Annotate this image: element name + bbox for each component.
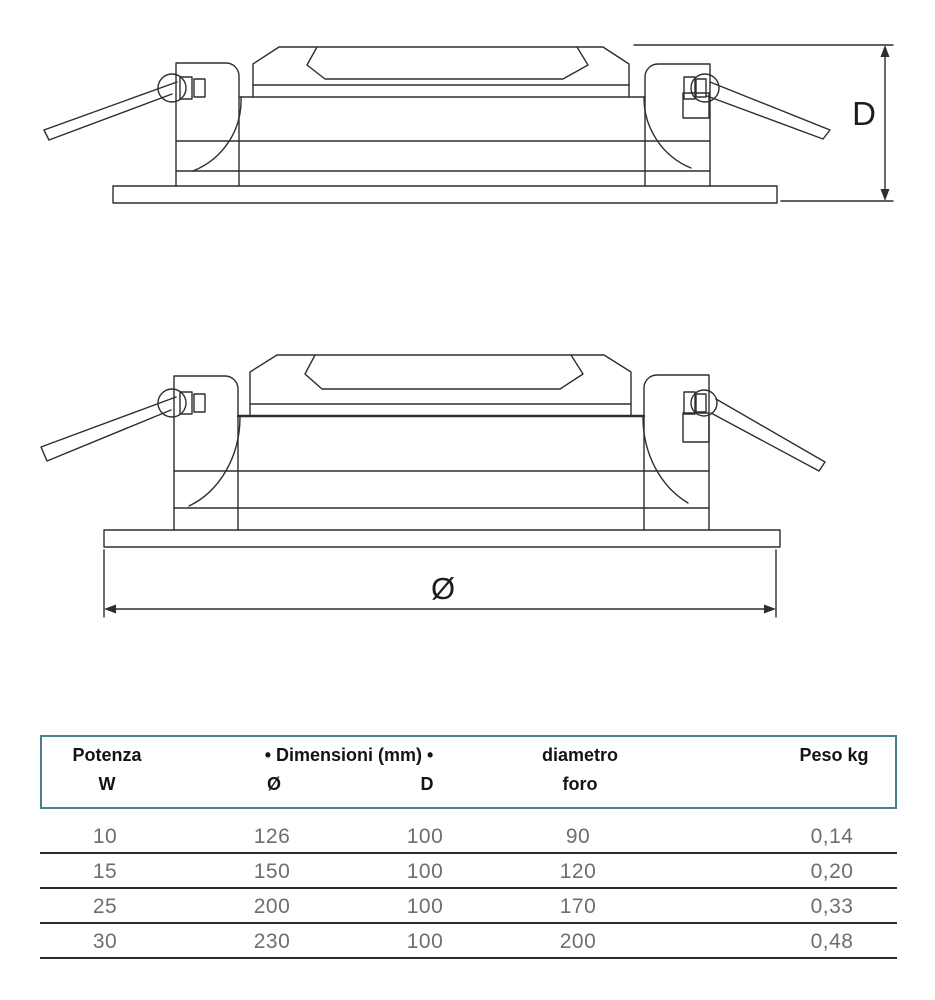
- table-row: [40, 856, 897, 888]
- left-clip-latch: [194, 79, 205, 97]
- left-arc: [193, 97, 241, 171]
- right-bracket: [644, 375, 709, 530]
- cell-power: 15: [92, 860, 118, 883]
- left-bracket: [174, 376, 238, 530]
- row-divider: [40, 957, 897, 959]
- cell-hole: 170: [559, 895, 597, 918]
- fixture-side-view-top: [44, 47, 830, 203]
- diameter-dimension-label: Ø: [430, 571, 456, 606]
- cell-power: 30: [92, 930, 118, 953]
- spec-table-header: [40, 735, 897, 809]
- cell-diameter: 200: [253, 895, 291, 918]
- depth-dimension-label: D: [852, 95, 876, 132]
- arrowhead-down-icon: [881, 189, 890, 201]
- header-weight: Peso kg: [799, 745, 869, 765]
- table-row: [40, 821, 897, 853]
- left-bracket: [176, 63, 239, 186]
- housing-panel: [305, 355, 583, 389]
- cell-depth: 100: [406, 895, 444, 918]
- cell-hole: 120: [559, 860, 597, 883]
- cell-weight: 0,14: [810, 825, 854, 848]
- arrowhead-right-icon: [764, 605, 776, 614]
- right-clip-arm: [707, 82, 830, 139]
- right-clip-arm: [711, 399, 825, 471]
- spec-table: [40, 735, 897, 965]
- fixture-side-view-bottom: [41, 355, 825, 547]
- left-clip-arm: [41, 397, 176, 461]
- cell-hole: 200: [559, 930, 597, 953]
- cell-weight: 0,20: [810, 860, 854, 883]
- housing-panel: [307, 47, 588, 79]
- right-arc: [644, 97, 691, 168]
- cell-depth: 100: [406, 825, 444, 848]
- cell-depth: 100: [406, 930, 444, 953]
- driver-housing: [250, 355, 631, 416]
- cell-power: 25: [92, 895, 118, 918]
- header-hole-line1: diametro: [541, 745, 619, 765]
- row-divider: [40, 922, 897, 924]
- right-clip-latch: [696, 79, 706, 97]
- cell-power: 10: [92, 825, 118, 848]
- diameter-dimension: [104, 550, 776, 617]
- trim-plate: [113, 186, 777, 203]
- right-clip-latch: [696, 394, 706, 412]
- table-row: [40, 891, 897, 923]
- depth-dimension: [634, 45, 893, 201]
- table-row: [40, 926, 897, 958]
- left-clip-latch: [194, 394, 205, 412]
- driver-housing: [253, 47, 629, 97]
- header-hole-line2: foro: [562, 774, 598, 794]
- arrowhead-left-icon: [104, 605, 116, 614]
- left-arc: [189, 417, 240, 506]
- cell-diameter: 150: [253, 860, 291, 883]
- left-clip-spring-icon: [158, 389, 186, 417]
- left-clip-arm: [44, 82, 177, 140]
- arrowhead-up-icon: [881, 45, 890, 57]
- cell-weight: 0,48: [810, 930, 854, 953]
- row-divider: [40, 852, 897, 854]
- header-power-line2: W: [98, 774, 116, 794]
- cell-diameter: 230: [253, 930, 291, 953]
- header-depth-symbol: D: [420, 774, 434, 794]
- trim-plate: [104, 530, 780, 547]
- header-power-line1: Potenza: [72, 745, 142, 765]
- row-divider: [40, 887, 897, 889]
- right-bracket: [645, 64, 710, 186]
- cell-hole: 90: [565, 825, 591, 848]
- header-diameter-symbol: Ø: [266, 774, 282, 794]
- right-arc: [643, 417, 688, 503]
- cell-depth: 100: [406, 860, 444, 883]
- right-clip-holder: [683, 413, 709, 442]
- cell-weight: 0,33: [810, 895, 854, 918]
- cell-diameter: 126: [253, 825, 291, 848]
- header-dimensions-title: • Dimensioni (mm) •: [264, 745, 434, 765]
